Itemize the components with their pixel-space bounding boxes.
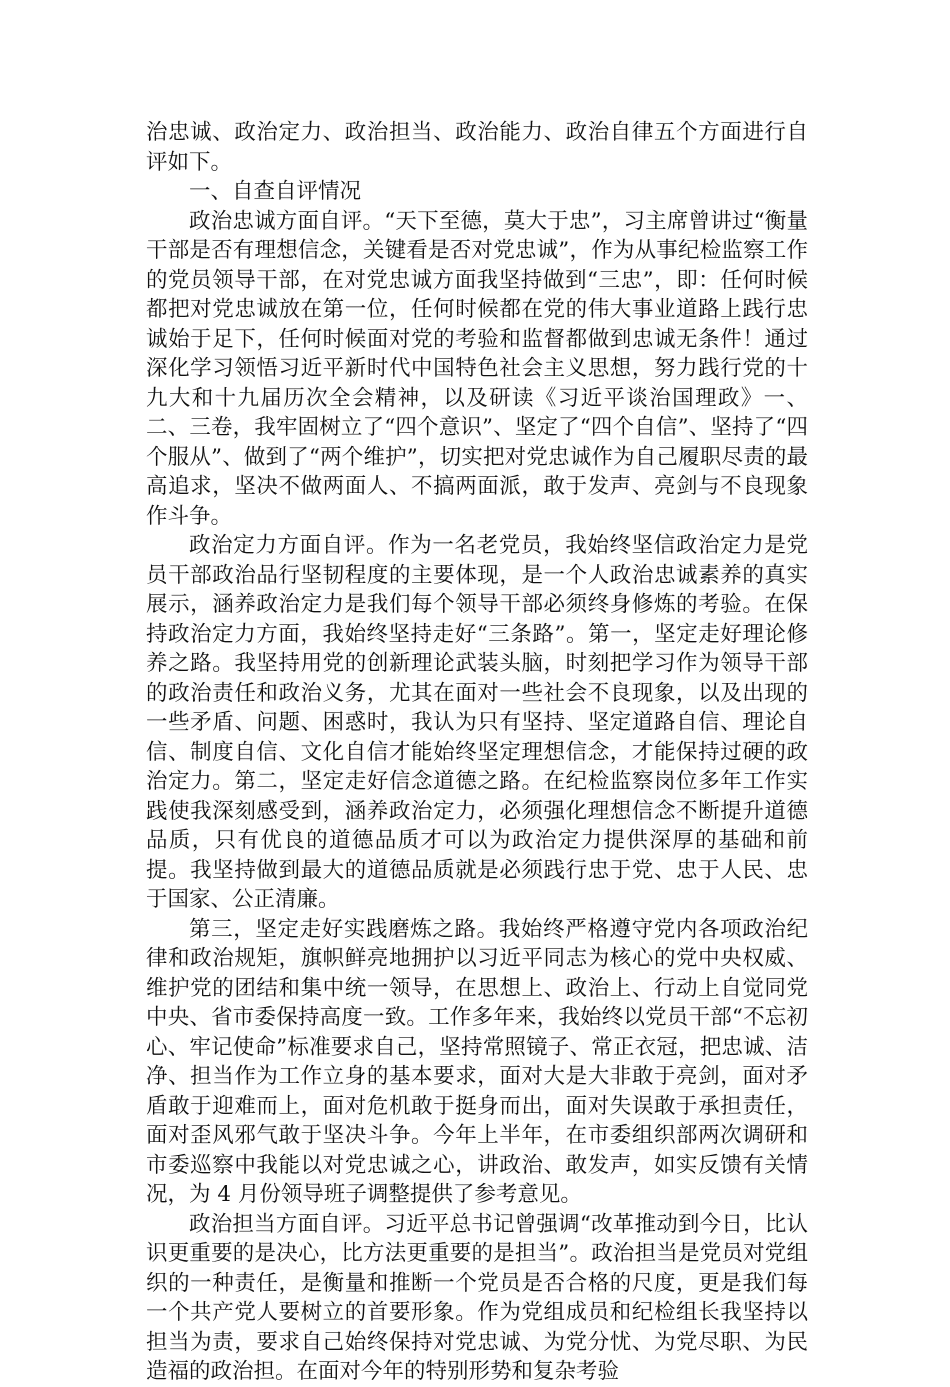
- paragraph-political-loyalty: 政治忠诚方面自评。“天下至德，莫大于忠”，习主席曾讲过“衡量干部是否有理想信念，关键看是否对党忠诚”，作为从事纪检监察工作的党员领导干部，在对党忠诚方面我坚持做到“三忠”，即：任何时候都把对党忠诚放在第一位，任何时候都在党的伟大事业道路上践行忠诚始于足下，任何时候面对党的考验和监督都做到忠诚无条件！通过深化学习领悟习近平新时代中国特色社会主义思想，努力践行党的十九大和十九届历次全会精神，以及研读《习近平谈治国理政》一、二、三卷，我牢固树立了“四个意识”、坚定了“四个自信”、坚持了“四个服从”、做到了“两个维护”，切实把对党忠诚作为自己履职尽责的最高追求，坚决不做两面人、不搞两面派，敢于发声、亮剑与不良现象作斗争。: [146, 208, 808, 529]
- paragraph-practice-path: 第三，坚定走好实践磨炼之路。我始终严格遵守党内各项政治纪律和政治规矩，旗帜鲜亮地拥护以习近平同志为核心的党中央权威、维护党的团结和集中统一领导，在思想上、政治上、行动上自觉同党中央、省市委保持高度一致。工作多年来，我始终以党员干部“不忘初心、牢记使命”标准要求自己，坚持常照镜子、常正衣冠，把忠诚、洁净、担当作为工作立身的基本要求，面对大是大非敢于亮剑，面对矛盾敢于迎难而上，面对危机敢于挺身而出，面对失误敢于承担责任，面对歪风邪气敢于坚决斗争。今年上半年，在市委组织部两次调研和市委巡察中我能以对党忠诚之心，讲政治、敢发声，如实反馈有关情况，为 4 月份领导班子调整提供了参考意见。: [146, 916, 808, 1207]
- paragraph-continuation: 治忠诚、政治定力、政治担当、政治能力、政治自律五个方面进行自评如下。: [146, 120, 808, 175]
- section-heading: 一、自查自评情况: [189, 179, 362, 204]
- paragraph-political-responsibility: 政治担当方面自评。习近平总书记曾强调“改革推动到今日，比认识更重要的是决心，比方法更重要的是担当”。政治担当是党员对党组织的一种责任，是衡量和推断一个党员是否合格的尺度，更是我们每一个共产党人要树立的首要形象。作为党组成员和纪检组长我坚持以担当为责，要求自己始终保持对党忠诚、为党分忧、为党尽职、为民造福的政治担。在面对今年的特别形势和复杂考验: [146, 1211, 808, 1384]
- document-page: [146, 118, 808, 1387]
- paragraph-political-determination: 政治定力方面自评。作为一名老党员，我始终坚信政治定力是党员干部政治品行坚韧程度的主要体现，是一个人政治忠诚素养的真实展示，涵养政治定力是我们每个领导干部必须终身修炼的考验。在保持政治定力方面，我始终坚持走好“三条路”。第一，坚定走好理论修养之路。我坚持用党的创新理论武装头脑，时刻把学习作为领导干部的政治责任和政治义务，尤其在面对一些社会不良现象，以及出现的一些矛盾、问题、困惑时，我认为只有坚持、坚定道路自信、理论自信、制度自信、文化自信才能始终坚定理想信念，才能保持过硬的政治定力。第二，坚定走好信念道德之路。在纪检监察岗位多年工作实践使我深刻感受到，涵养政治定力，必须强化理想信念不断提升道德品质，只有优良的道德品质才可以为政治定力提供深厚的基础和前提。我坚持做到最大的道德品质就是必须践行忠于党、忠于人民、忠于国家、公正清廉。: [146, 533, 808, 912]
